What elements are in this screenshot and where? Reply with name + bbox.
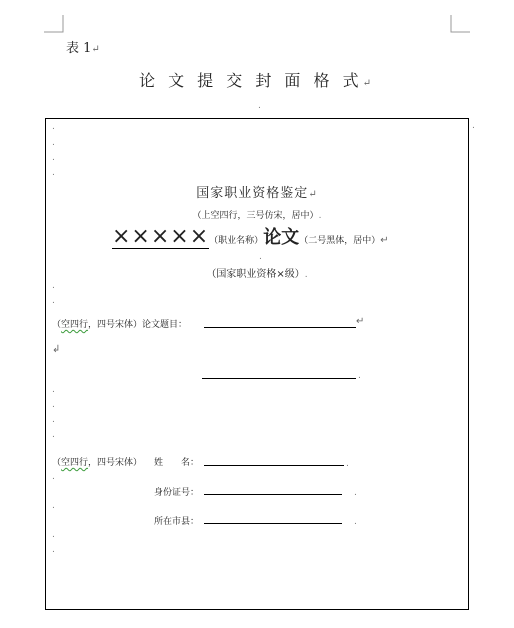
paragraph-mark: . bbox=[354, 517, 357, 527]
paragraph-mark: . bbox=[52, 138, 55, 148]
paragraph-mark: . bbox=[52, 501, 55, 511]
paragraph-mark: . bbox=[52, 385, 55, 395]
thesis-title-label: （空四行，四号宋体）论文题目： bbox=[52, 320, 188, 330]
paragraph-mark: . bbox=[52, 530, 55, 540]
paragraph-mark: . bbox=[346, 459, 349, 469]
cover-frame bbox=[45, 118, 469, 610]
id-label: 身份证号： bbox=[154, 488, 200, 498]
paragraph-mark: . bbox=[52, 400, 55, 410]
paragraph-mark: ↲ bbox=[52, 344, 61, 355]
x-marks: ××××× bbox=[112, 224, 210, 249]
paragraph-mark: . bbox=[52, 430, 55, 440]
name-field[interactable] bbox=[204, 465, 344, 466]
thesis-title-field-1[interactable] bbox=[204, 327, 356, 328]
paragraph-mark: . bbox=[258, 101, 261, 111]
name-label: 姓 名： bbox=[154, 458, 200, 468]
paragraph-mark: . bbox=[52, 168, 55, 178]
thesis-word: 论文 bbox=[263, 227, 300, 248]
paragraph-mark: . bbox=[354, 488, 357, 498]
id-field[interactable] bbox=[204, 494, 342, 495]
org-title-note: （上空四行，三号仿宋，居中）. bbox=[192, 211, 322, 221]
thesis-title-line: ×××××（职业名称）论文（二号黑体，居中）↵ bbox=[112, 224, 389, 249]
page-corner-top-left bbox=[44, 15, 64, 33]
paragraph-mark: ↵ bbox=[356, 316, 365, 327]
table-label: 表 1↵ bbox=[66, 41, 100, 56]
paragraph-mark: . bbox=[52, 281, 55, 291]
level-note: （国家职业资格×级）. bbox=[206, 269, 308, 280]
paragraph-mark: . bbox=[52, 153, 55, 163]
name-note: （空四行，四号宋体） bbox=[52, 458, 143, 468]
paragraph-mark: . bbox=[52, 415, 55, 425]
paragraph-mark: . bbox=[52, 472, 55, 482]
page-title: 论 文 提 交 封 面 格 式↵ bbox=[139, 71, 375, 90]
paragraph-mark: . bbox=[52, 122, 55, 132]
paragraph-mark: . bbox=[259, 252, 262, 262]
paragraph-mark: . bbox=[52, 296, 55, 306]
paragraph-mark: . bbox=[52, 545, 55, 555]
city-field[interactable] bbox=[204, 523, 342, 524]
org-title: 国家职业资格鉴定↵ bbox=[196, 186, 318, 201]
thesis-title-field-2[interactable] bbox=[202, 378, 356, 379]
city-label: 所在市县： bbox=[154, 517, 200, 527]
page-corner-top-right bbox=[450, 15, 470, 33]
paragraph-mark: . bbox=[358, 371, 361, 381]
paragraph-mark: . bbox=[472, 121, 475, 131]
